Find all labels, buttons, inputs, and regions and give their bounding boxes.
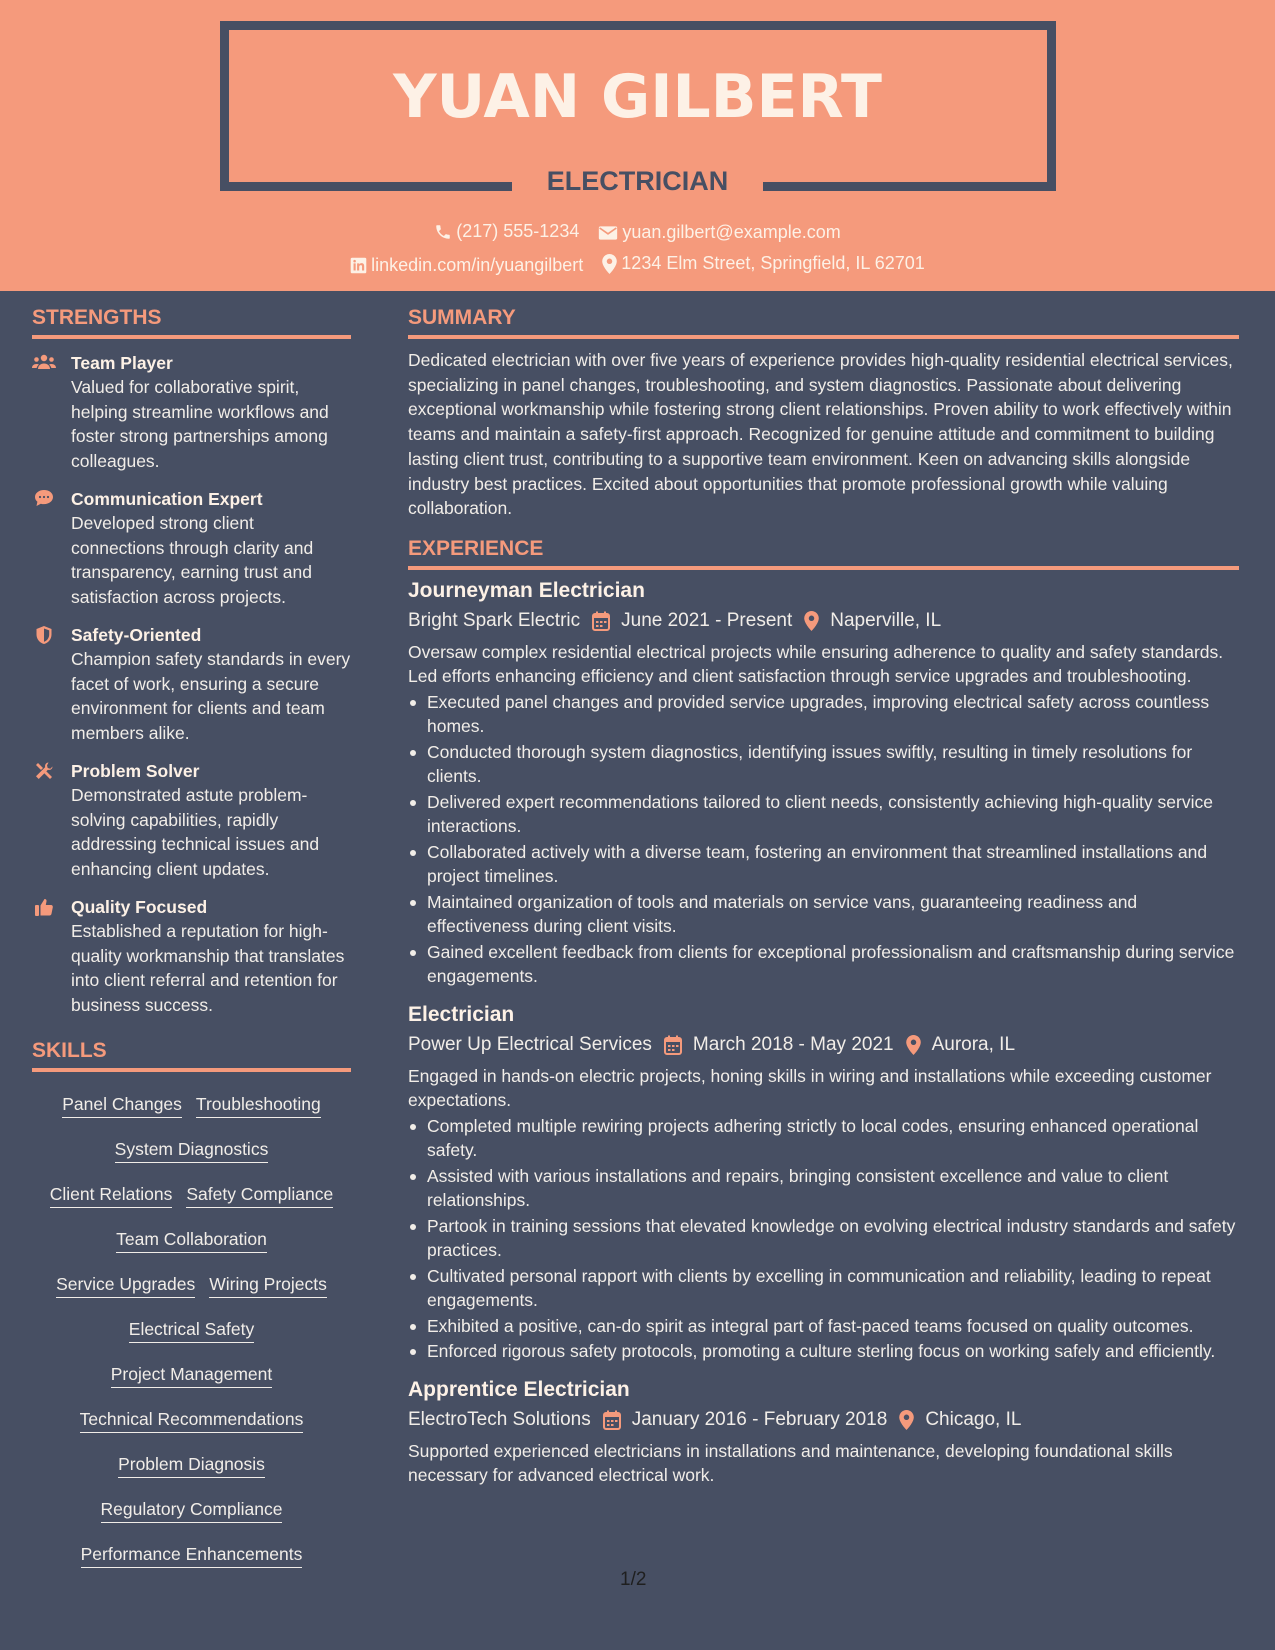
address-text: 1234 Elm Street, Springfield, IL 62701 (621, 253, 925, 273)
strength-title: Problem Solver (71, 761, 200, 781)
strength-item (32, 351, 351, 473)
map-pin-icon (602, 254, 617, 274)
skill-tag: Panel Changes (62, 1093, 182, 1118)
summary-heading: SUMMARY (408, 306, 1239, 339)
strength-desc: Established a reputation for high-quality workmanship that translates into client referral and retention for business success. (71, 921, 345, 1015)
skill-tag: Safety Compliance (186, 1183, 333, 1208)
contact-phone[interactable] (434, 221, 579, 242)
contact-row-1 (0, 221, 1275, 246)
strength-desc: Valued for collaborative spirit, helping streamline workflows and foster strong partnerships among colleagues. (71, 377, 329, 471)
right-column (408, 306, 1239, 1488)
job-company: Bright Spark Electric (408, 609, 581, 631)
skill-tag: Regulatory Compliance (101, 1498, 283, 1523)
strength-desc: Developed strong client connections through clarity and transparency, earning trust and satisfaction across projects. (71, 513, 314, 607)
job-bullet: Cultivated personal rapport with clients by excelling in communication and reliability, leading to repeat engagements. (408, 1264, 1239, 1313)
page-number: 1/2 (620, 1569, 647, 1590)
job-description: Engaged in hands-on electric projects, honing skills in wiring and installations while exceeding customer expectations. (408, 1065, 1212, 1111)
job-bullet: Enforced rigorous safety protocols, promoting a culture sterling focus on working safely and efficiently. (408, 1339, 1239, 1364)
job-bullet: Executed panel changes and provided service upgrades, improving electrical safety across countless homes. (408, 690, 1239, 739)
job-entry (408, 1001, 1239, 1364)
skill-tag: Client Relations (50, 1183, 173, 1208)
contact-linkedin[interactable] (350, 255, 583, 276)
job-bullet: Collaborated actively with a diverse team, fostering an environment that streamlined installations and project timelines. (408, 840, 1239, 889)
strength-item (32, 623, 351, 745)
shield-icon (32, 625, 56, 643)
job-bullets (408, 1114, 1239, 1364)
job-location: Naperville, IL (830, 609, 942, 631)
contact-email[interactable] (598, 222, 840, 243)
skills-heading: SKILLS (32, 1039, 351, 1072)
map-pin-icon (906, 1035, 921, 1055)
skill-tag: Project Management (111, 1363, 272, 1388)
job-meta (408, 605, 1239, 637)
job-bullet: Delivered expert recommendations tailored to client needs, consistently achieving high-quality service interactions. (408, 790, 1239, 839)
experience-heading: EXPERIENCE (408, 537, 1239, 570)
job-entry (408, 577, 1239, 989)
job-location: Aurora, IL (931, 1033, 1016, 1055)
job-meta (408, 1404, 1239, 1436)
job-bullet: Gained excellent feedback from clients for exceptional professionalism and craftsmanship during service engagements. (408, 940, 1239, 989)
job-dates: January 2016 - February 2018 (631, 1408, 888, 1430)
strength-title: Team Player (71, 353, 173, 373)
strength-title: Communication Expert (71, 489, 263, 509)
skill-tag: System Diagnostics (115, 1138, 269, 1163)
strength-desc: Champion safety standards in every facet of work, ensuring a secure environment for clients and team members alike. (71, 649, 351, 743)
strength-item (32, 895, 351, 1017)
skill-tag: Performance Enhancements (81, 1543, 303, 1568)
job-bullet: Exhibited a positive, can-do spirit as integral part of fast-paced teams focused on quality outcomes. (408, 1314, 1239, 1339)
thumbs-up-icon (32, 897, 56, 915)
linkedin-text: linkedin.com/in/yuangilbert (371, 254, 584, 275)
job-dates: June 2021 - Present (621, 609, 793, 631)
job-company: Power Up Electrical Services (408, 1033, 652, 1055)
skills-list (32, 1083, 351, 1578)
skill-tag: Wiring Projects (209, 1273, 327, 1298)
email-text: yuan.gilbert@example.com (622, 222, 841, 242)
job-role: Apprentice Electrician (408, 1377, 630, 1401)
phone-text: (217) 555-1234 (456, 221, 580, 241)
phone-icon (434, 223, 452, 241)
contact-address (602, 253, 925, 274)
strengths-heading: STRENGTHS (32, 306, 351, 339)
calendar-icon (592, 611, 610, 631)
envelope-icon (598, 225, 618, 241)
job-description: Supported experienced electricians in installations and maintenance, developing foundational skills necessary for advanced electrical work. (408, 1440, 1173, 1486)
job-bullets (408, 690, 1239, 989)
skill-tag: Problem Diagnosis (118, 1453, 265, 1478)
skill-tag: Troubleshooting (196, 1093, 321, 1118)
calendar-icon (603, 1410, 621, 1430)
left-column (32, 306, 351, 1578)
strength-title: Safety-Oriented (71, 625, 202, 645)
resume-header (0, 0, 1275, 291)
job-company: ElectroTech Solutions (408, 1408, 591, 1430)
map-pin-icon (899, 1410, 914, 1430)
job-role: Journeyman Electrician (408, 578, 645, 602)
strength-desc: Demonstrated astute problem-solving capabilities, rapidly addressing technical issues and enhancing client updates. (71, 785, 320, 879)
skill-tag: Electrical Safety (129, 1318, 254, 1343)
job-entry (408, 1376, 1239, 1488)
map-pin-icon (804, 611, 819, 631)
strength-item (32, 487, 351, 609)
skill-tag: Service Upgrades (56, 1273, 195, 1298)
skill-tag: Team Collaboration (116, 1228, 267, 1253)
job-bullet: Conducted thorough system diagnostics, identifying issues swiftly, resulting in timely resolutions for clients. (408, 740, 1239, 789)
job-role: Electrician (408, 1002, 515, 1026)
strengths-list (32, 351, 351, 1017)
calendar-icon (664, 1035, 682, 1055)
linkedin-icon (350, 257, 367, 274)
job-bullet: Completed multiple rewiring projects adhering strictly to local codes, ensuring enhanced operational safety. (408, 1114, 1239, 1163)
job-meta (408, 1029, 1239, 1061)
job-bullet: Assisted with various installations and repairs, bringing consistent excellence and value to client relationships. (408, 1164, 1239, 1213)
tools-icon (32, 761, 56, 779)
contact-row-2 (0, 253, 1275, 279)
job-bullet: Maintained organization of tools and materials on service vans, guaranteeing readiness and effectiveness during client visits. (408, 890, 1239, 939)
job-description: Oversaw complex residential electrical projects while ensuring adherence to quality and safety standards. Led efforts enhancing efficiency and client satisfaction through service upgrades and troubleshooting. (408, 641, 1224, 687)
strength-item (32, 759, 351, 881)
strength-title: Quality Focused (71, 897, 208, 917)
job-bullet: Partook in training sessions that elevated knowledge on evolving electrical industry standards and safety practices. (408, 1214, 1239, 1263)
users-icon (32, 353, 56, 371)
summary-text: Dedicated electrician with over five years of experience provides high-quality residential electrical services, specializing in panel changes, troubleshooting, and system diagnostics. Passionate about delivering exceptional workmanship while fostering strong client relationships. Proven ability to work effectively within teams and maintain a safety-first approach. Recognized for genuine attitude and commitment to building lasting client trust, contributing to a supportive team environment. Keen on advancing skills alongside industry best practices. Excited about opportunities that promote professional growth while valuing collaboration. (408, 350, 1233, 519)
skill-tag: Technical Recommendations (80, 1408, 304, 1433)
candidate-title: ELECTRICIAN (546, 166, 729, 196)
job-dates: March 2018 - May 2021 (692, 1033, 894, 1055)
candidate-name: YUAN GILBERT (393, 62, 882, 132)
comment-icon (32, 489, 56, 507)
job-location: Chicago, IL (925, 1408, 1022, 1430)
